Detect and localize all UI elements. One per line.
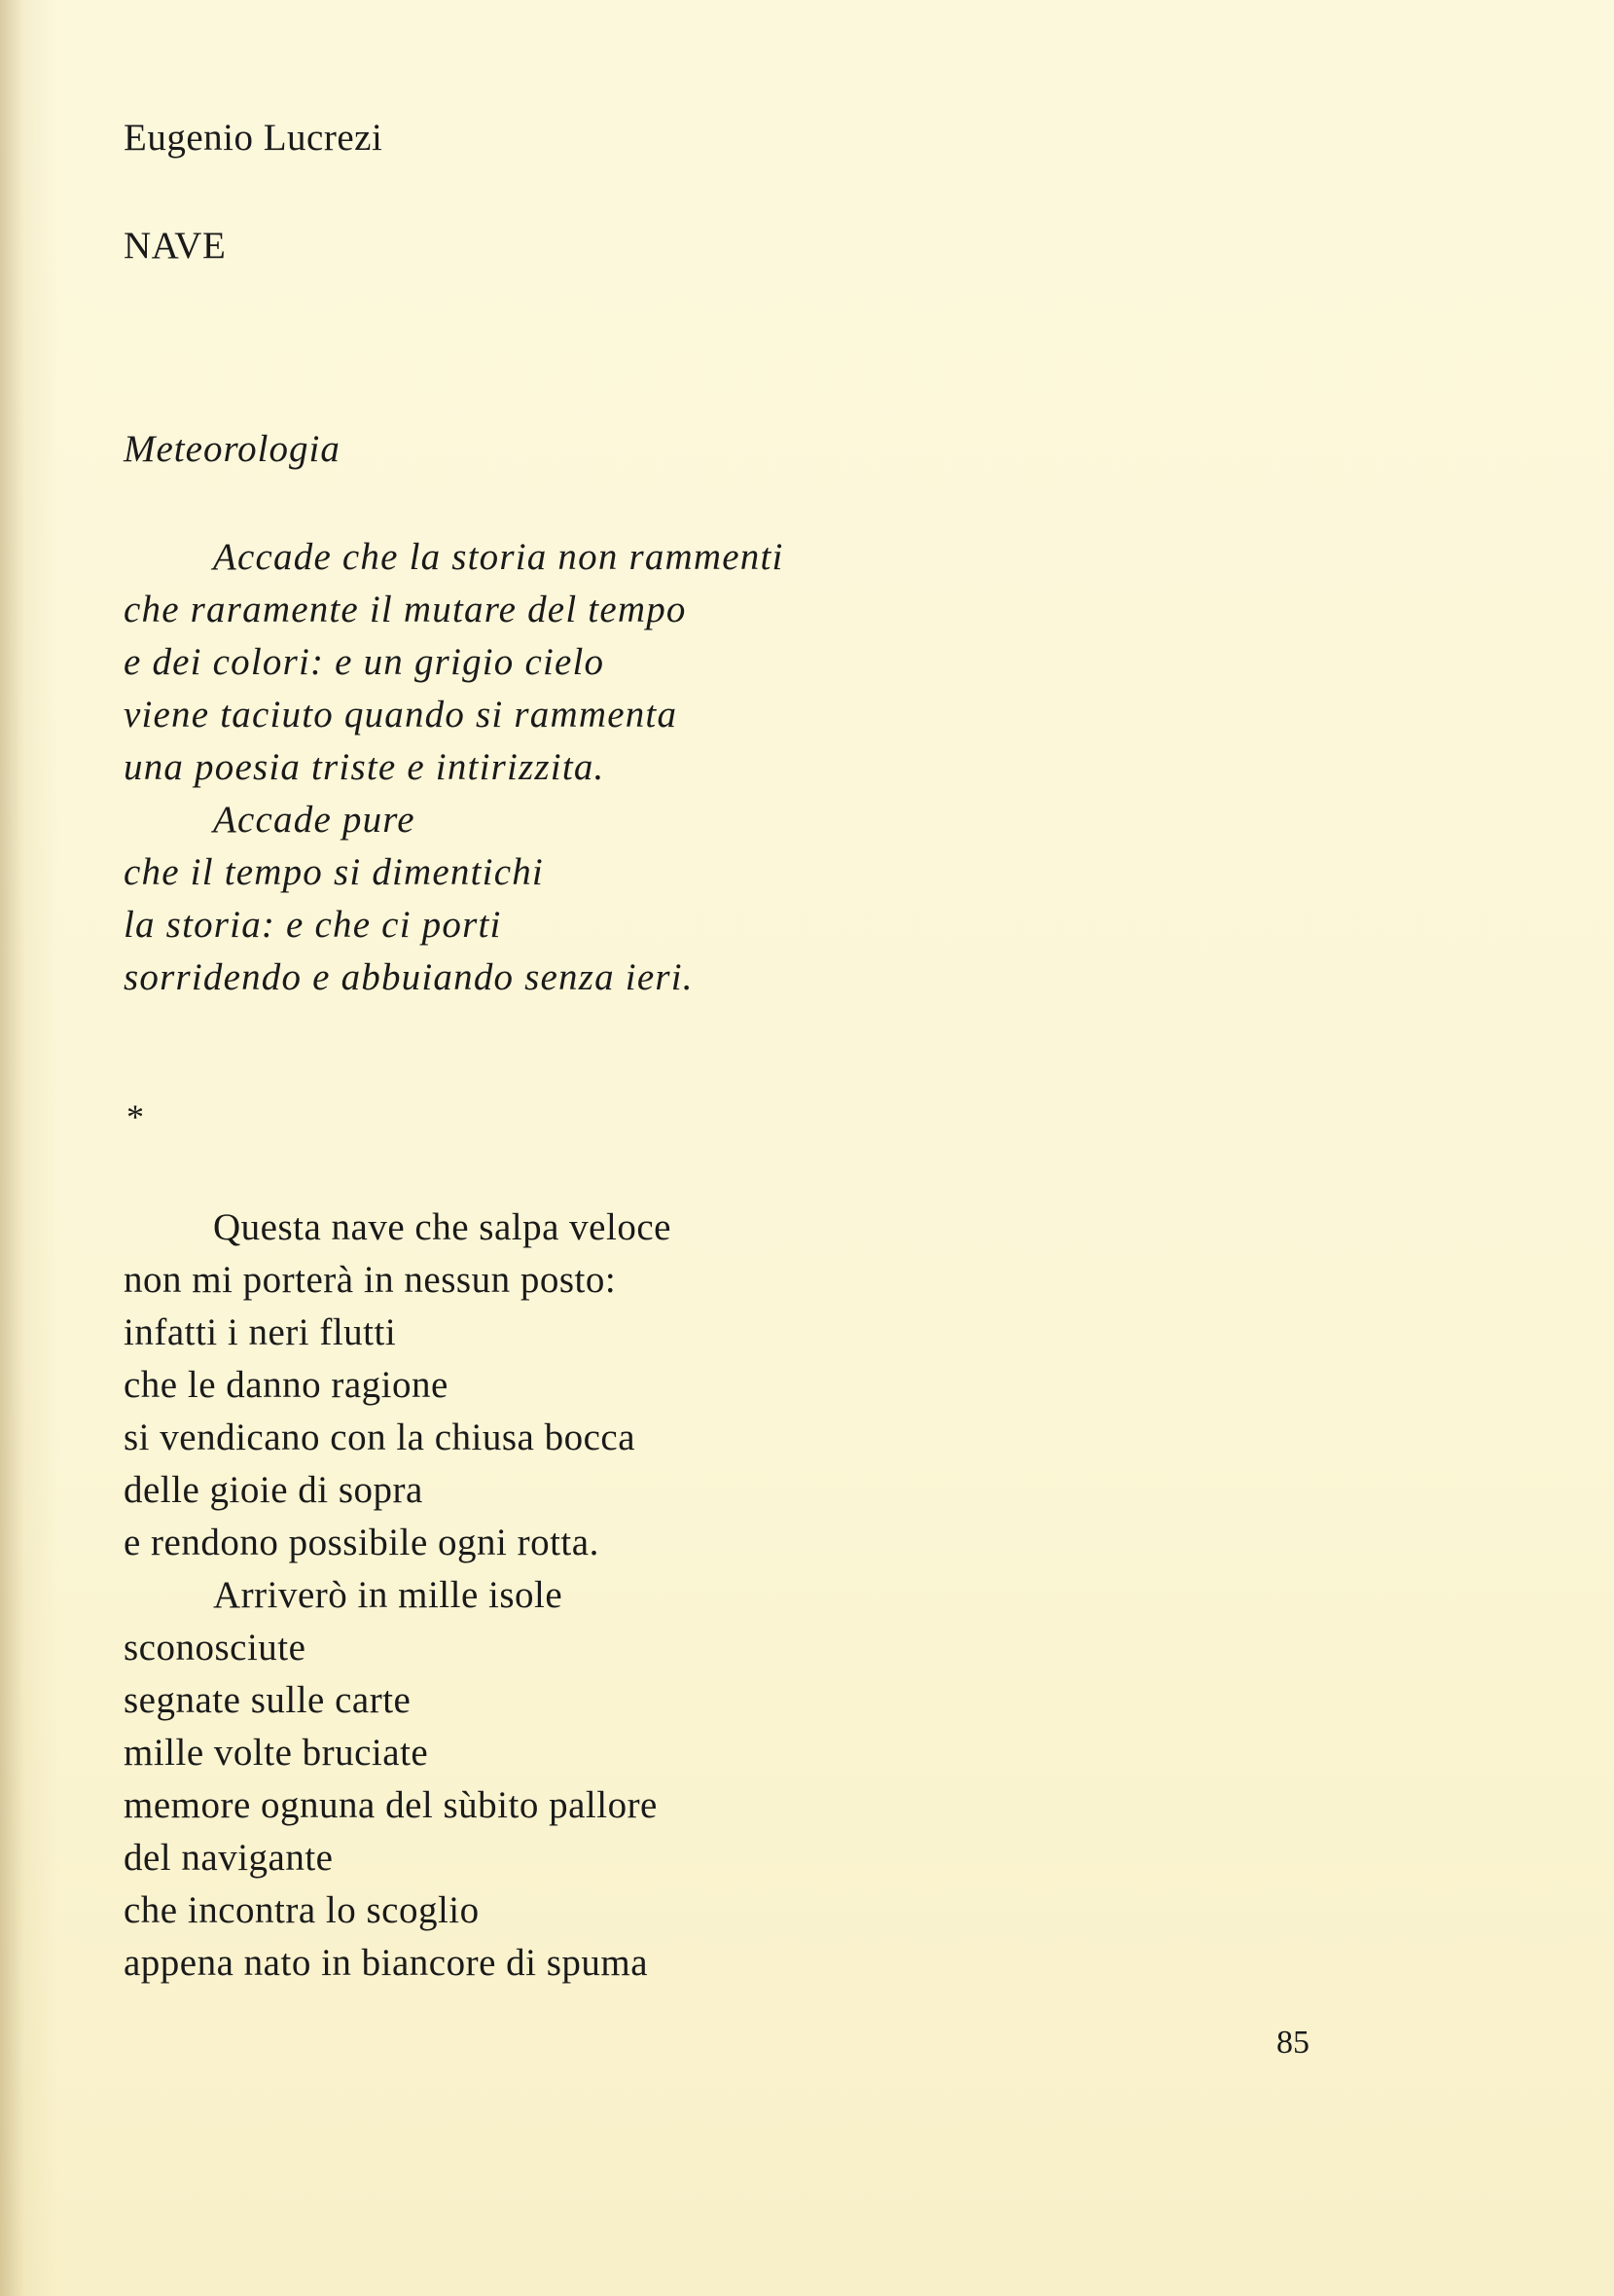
poem-line: del navigante (124, 1837, 334, 1879)
poem-line: e dei colori: e un grigio cielo (124, 641, 605, 683)
poem-line: infatti i neri flutti (124, 1311, 397, 1353)
poem-line: appena nato in biancore di spuma (124, 1942, 649, 1984)
poem-line: la storia: e che ci porti (124, 904, 502, 946)
poem-line: Accade che la storia non rammenti (213, 536, 784, 578)
poem-line: segnate sulle carte (124, 1679, 412, 1721)
poem-line: si vendicano con la chiusa bocca (124, 1417, 636, 1458)
poem-line: non mi porterà in nessun posto: (124, 1259, 617, 1301)
poem-line: Arriverò in mille isole (213, 1574, 563, 1616)
poem-line: una poesia triste e intirizzita. (124, 746, 605, 788)
section-separator: * (126, 1097, 144, 1136)
poem-line: Accade pure (213, 799, 415, 841)
work-title: NAVE (124, 225, 227, 267)
poem-line: che raramente il mutare del tempo (124, 589, 687, 630)
poem-line: memore ognuna del sùbito pallore (124, 1784, 658, 1826)
poem-line: che incontra lo scoglio (124, 1889, 480, 1931)
poem-line: Questa nave che salpa veloce (213, 1206, 671, 1248)
poem-line: e rendono possibile ogni rotta. (124, 1522, 599, 1563)
poem-meteorologia (124, 531, 784, 1004)
poem-line: che il tempo si dimentichi (124, 851, 544, 893)
poem-line: sconosciute (124, 1627, 306, 1668)
poem-line: viene taciuto quando si rammenta (124, 694, 678, 735)
poem-line: delle gioie di sopra (124, 1469, 423, 1511)
poem-nave (124, 1202, 671, 1990)
poem-line: sorridendo e abbuiando senza ieri. (124, 956, 694, 998)
page-number: 85 (1276, 2025, 1309, 2061)
poem-line: mille volte bruciate (124, 1732, 429, 1774)
author-name: Eugenio Lucrezi (124, 117, 383, 159)
poem-line: che le danno ragione (124, 1364, 448, 1406)
poem-title: Meteorologia (124, 428, 341, 470)
